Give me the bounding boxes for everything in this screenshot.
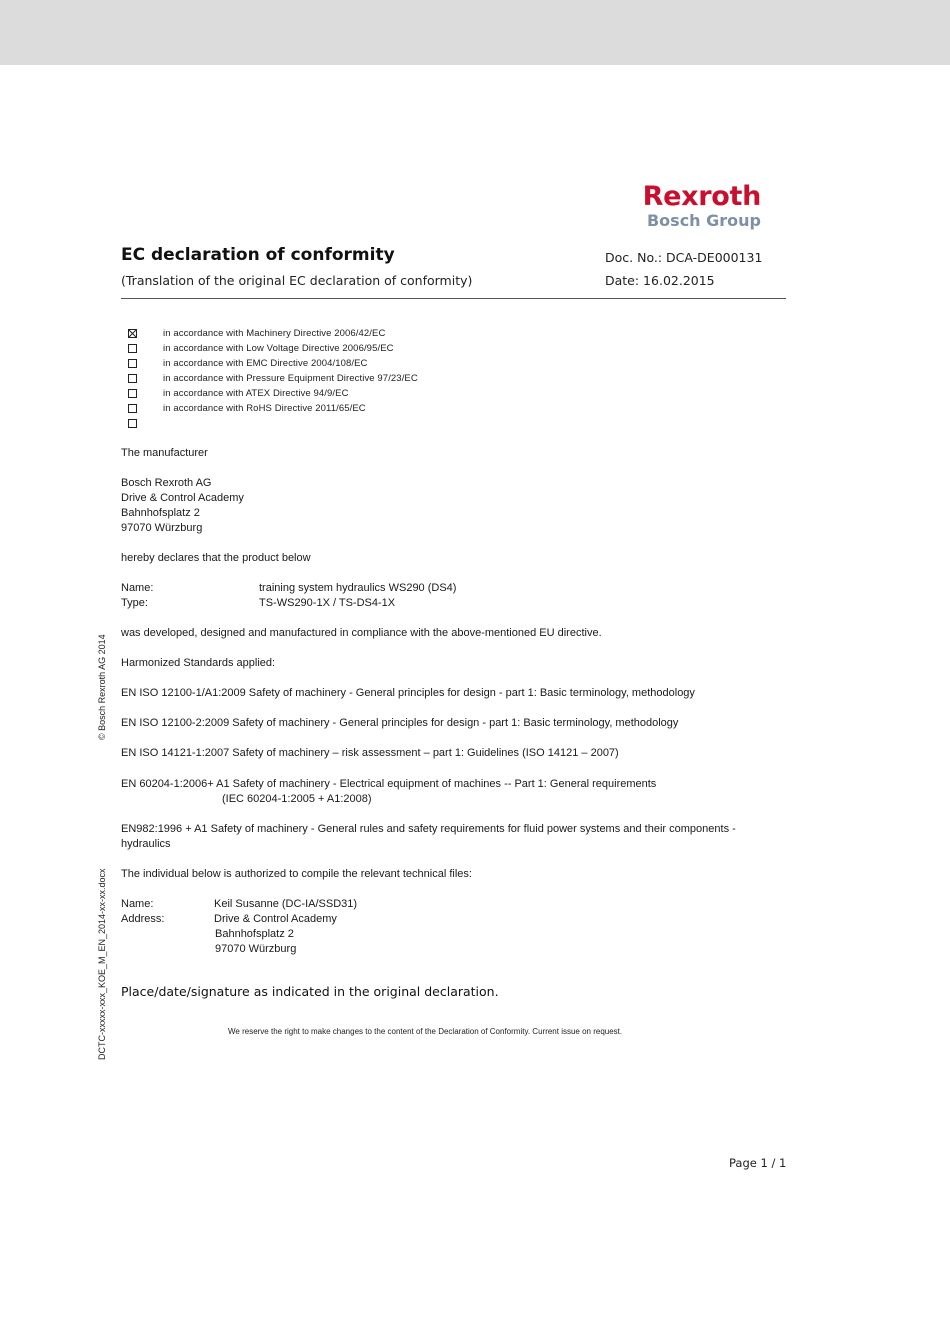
directive-checkbox-rohs[interactable] bbox=[128, 404, 137, 413]
authorized-name-value: Keil Susanne (DC-IA/SSD31) bbox=[214, 898, 358, 910]
document-subtitle: (Translation of the original EC declaration of conformity) bbox=[121, 273, 473, 288]
manufacturer-street: Bahnhofsplatz 2 bbox=[121, 507, 200, 519]
standard-en-982-cont: hydraulics bbox=[121, 838, 171, 850]
logo-brand: Rexroth bbox=[642, 181, 761, 212]
authorized-heading: The individual below is authorized to compile the relevant technical files: bbox=[121, 868, 472, 880]
directive-label: in accordance with Low Voltage Directive 2006/95/EC bbox=[163, 343, 394, 354]
side-copyright: © Bosch Rexroth AG 2014 bbox=[97, 634, 107, 740]
standard-en-60204-1: EN 60204-1:2006+ A1 Safety of machinery - Electrical equipment of machines -- Part 1: General requirements bbox=[121, 778, 657, 790]
directive-checkbox-machinery[interactable] bbox=[128, 329, 137, 338]
declaration-statement: hereby declares that the product below bbox=[121, 552, 311, 564]
standards-heading: Harmonized Standards applied: bbox=[121, 657, 276, 669]
document-title: EC declaration of conformity bbox=[121, 245, 395, 265]
standard-iso-14121-1: EN ISO 14121-1:2007 Safety of machinery – risk assessment – part 1: Guidelines (ISO 14121 – 2007) bbox=[121, 747, 619, 759]
product-type-label: Type: bbox=[121, 597, 148, 609]
header-divider bbox=[121, 298, 786, 299]
directive-checkbox-emc[interactable] bbox=[128, 359, 137, 368]
document-number: Doc. No.: DCA-DE000131 bbox=[605, 250, 763, 265]
top-gray-bar bbox=[0, 0, 950, 65]
directive-checkbox-pressure[interactable] bbox=[128, 374, 137, 383]
document-date: Date: 16.02.2015 bbox=[605, 273, 715, 288]
signature-note: Place/date/signature as indicated in the original declaration. bbox=[121, 984, 499, 999]
manufacturer-heading: The manufacturer bbox=[121, 447, 208, 459]
manufacturer-name: Bosch Rexroth AG bbox=[121, 477, 212, 489]
standard-iso-12100-1: EN ISO 12100-1/A1:2009 Safety of machinery - General principles for design - part 1: Basic terminology, methodology bbox=[121, 687, 695, 699]
directive-checkbox-low-voltage[interactable] bbox=[128, 344, 137, 353]
side-file-id: DCTC-xxxxx-xxx_KOE_M_EN_2014-xx-xx.docx bbox=[97, 868, 107, 1060]
page-number: Page 1 / 1 bbox=[729, 1156, 787, 1170]
directive-label: in accordance with Machinery Directive 2006/42/EC bbox=[163, 328, 386, 339]
logo-group: Bosch Group bbox=[646, 211, 761, 230]
directive-checkbox-atex[interactable] bbox=[128, 389, 137, 398]
rexroth-logo bbox=[643, 183, 761, 231]
authorized-name-label: Name: bbox=[121, 898, 154, 910]
standard-iso-12100-2: EN ISO 12100-2:2009 Safety of machinery - General principles for design - part 1: Basic terminology, methodology bbox=[121, 717, 679, 729]
reserve-rights-note: We reserve the right to make changes to the content of the Declaration of Conformity. Current issue on request. bbox=[228, 1027, 623, 1036]
directive-label: in accordance with ATEX Directive 94/9/EC bbox=[163, 388, 349, 399]
product-name-label: Name: bbox=[121, 582, 154, 594]
standard-en-982: EN982:1996 + A1 Safety of machinery - General rules and safety requirements for fluid power systems and their components - bbox=[121, 823, 736, 835]
product-type-value: TS-WS290-1X / TS-DS4-1X bbox=[259, 597, 396, 609]
compliance-statement: was developed, designed and manufactured in compliance with the above-mentioned EU directive. bbox=[121, 627, 602, 639]
authorized-address-line3: 97070 Würzburg bbox=[215, 943, 297, 955]
directive-label: in accordance with RoHS Directive 2011/65/EC bbox=[163, 403, 366, 414]
directive-label: in accordance with EMC Directive 2004/108/EC bbox=[163, 358, 368, 369]
manufacturer-city: 97070 Würzburg bbox=[121, 522, 203, 534]
manufacturer-division: Drive & Control Academy bbox=[121, 492, 244, 504]
authorized-address-line2: Bahnhofsplatz 2 bbox=[215, 928, 294, 940]
directive-checkbox-other[interactable] bbox=[128, 419, 137, 428]
standard-en-60204-1-iec: (IEC 60204-1:2005 + A1:2008) bbox=[222, 793, 372, 805]
product-name-value: training system hydraulics WS290 (DS4) bbox=[259, 582, 457, 594]
authorized-address-label: Address: bbox=[121, 913, 165, 925]
authorized-address-line1: Drive & Control Academy bbox=[214, 913, 337, 925]
directive-label: in accordance with Pressure Equipment Directive 97/23/EC bbox=[163, 373, 418, 384]
